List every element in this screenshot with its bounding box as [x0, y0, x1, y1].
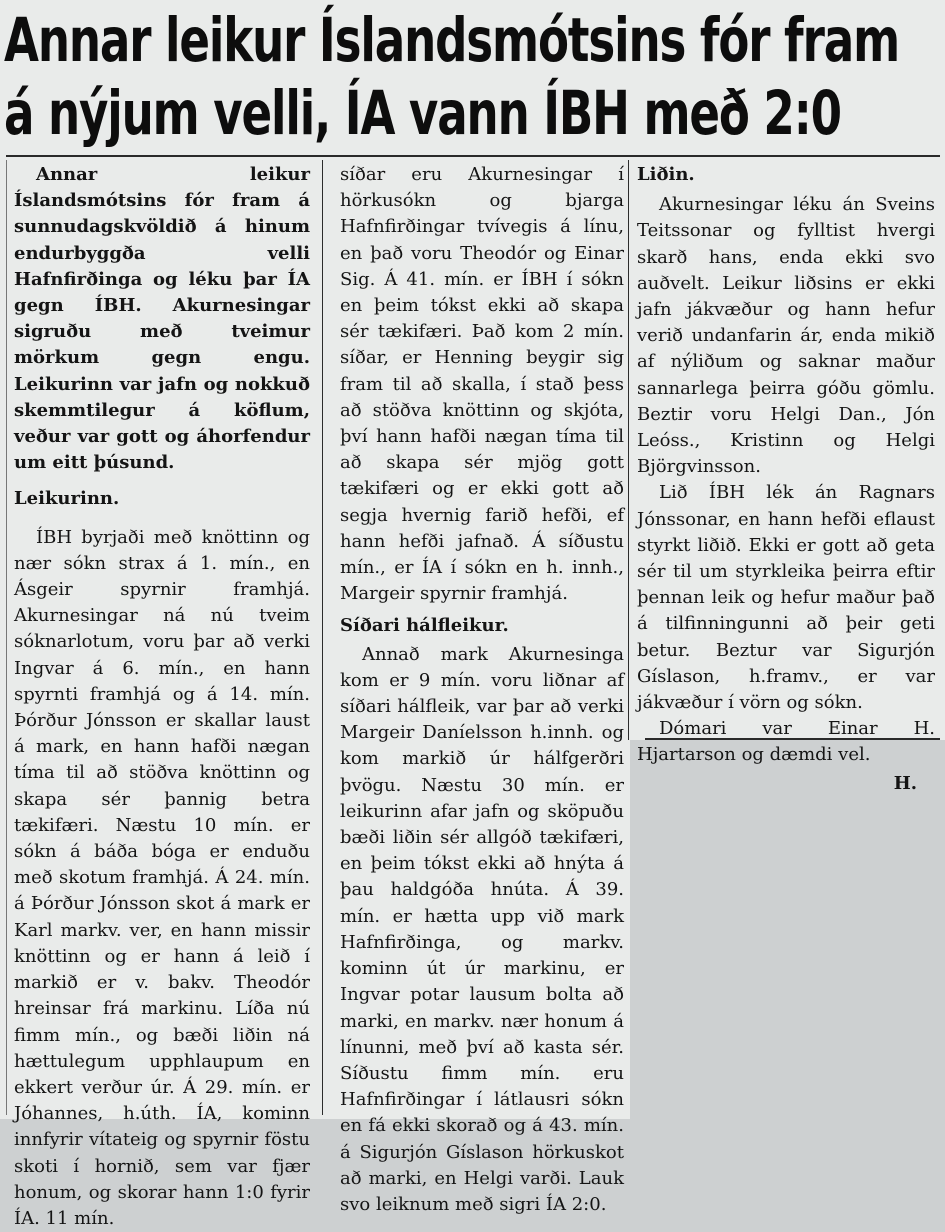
headline-rule — [6, 155, 940, 157]
author-signature: H. — [893, 772, 917, 794]
headline-line-2: á nýjum velli, ÍA vann ÍBH með 2:0 — [4, 78, 841, 149]
body-paragraph: ÍBH byrjaði með knöttinn og nær sókn strax á 1. mín., en Ásgeir spyrnir framhjá. Akurnesingar ná nú tveim sóknarlotum, voru þar að verki Ingvar á 6. mín., en hann spyrnti framhjá og á 14. mín. Þórður Jónsson er skallar laust á mark, en hann hafði nægan tíma til að stöðva knöttinn og skapa sér þannig betra tækifæri. Næstu 10 mín. er sókn á báða bóga er enduðu með skotum framhjá. Á 24. mín. á Þórður Jónsson skot á mark er Karl markv. ver, en hann missir knöttinn og er hann á leið í markið er v. bakv. Theodór hreinsar frá markinu. Líða nú fimm mín., og bæði liðin ná hættulegum upphlaupum en ekkert verður úr. Á 29. mín. er Jóhannes, h.úth. ÍA, kominn innfyrir vítateig og spyrnir föstu skoti í hornið, sem var fjær honum, og skorar hann 1:0 fyrir ÍA. 11 mín. — [14, 526, 310, 1229]
body-paragraph: Annað mark Akurnesinga kom er 9 mín. voru liðnar af síðari hálfleik, var þar að verki Margeir Daníelsson h.innh. og kom markið úr hálfgerðri þvögu. Næstu 30 mín. er leikurinn afar jafn og sköpuðu bæði liðin sér allgóð tækifæri, en þeim tókst ekki að hnýta á þau haldgóða hnúta. Á 39. mín. er hætta upp við mark Hafnfirðinga, og markv. kominn út úr markinu, er Ingvar potar lausum bolta að marki, en markv. nær honum á línunni, með því að kasta sér. Síðustu fimm mín. eru Hafnfirðingar í látlausri sókn en fá ekki skorað og á 43. mín. á Sigurjón Gíslason hörkuskot að marki, en Helgi varði. Lauk svo leiknum með sigri ÍA 2:0. — [340, 643, 624, 1215]
left-border — [6, 160, 7, 1115]
body-paragraph: Lið ÍBH lék án Ragnars Jónssonar, en hann hefði eflaust styrkt liðið. Ekki er gott að geta sér til um styrkleika þeirra eftir þennan leik og hefur maður það á tilfinningunni að þeir geti betur. Beztur var Sigurjón Gíslason, h.framv., er var jákvæður í vörn og sókn. — [637, 482, 935, 714]
body-paragraph: síðar eru Akurnesingar í hörkusókn og bjarga Hafnfirðingar tvívegis á línu, en það voru Theodór og Einar Sig. Á 41. mín. er ÍBH í sókn en þeim tókst ekki að skapa sér tækifæri. Það kom 2 mín. síðar, er Henning beygir sig fram til að skalla, í stað þess að stöðva knöttinn og skjóta, því hann hafði nægan tíma til að skapa sér mjög gott tækifæri og er ekki gott að segja hvernig farið hefði, ef hann hefði jafnað. Á síðustu mín., er ÍA í sókn en h. innh., Margeir spyrnir framhjá. — [340, 164, 624, 605]
subhead-sidari-halfleikur: Síðari hálfleikur. — [340, 615, 509, 637]
headline-line-1: Annar leikur Íslandsmótsins fór fram — [4, 5, 900, 76]
column-2 — [340, 162, 624, 1218]
subhead-lidin: Liðin. — [637, 164, 695, 185]
column-1 — [14, 162, 310, 1232]
body-paragraph: Dómari var Einar H. Hjartarson og dæmdi vel. — [637, 718, 935, 766]
body-paragraph: Akurnesingar léku án Sveins Teitssonar og fylltist hvergi skarð hans, enda ekki svo auðvelt. Leikur liðsins er ekki jafn jákvæður og hann hefur verið undanfarin ár, enda mikið af nýliðum og saknar maður sannarlega þeirra góðu gömlu. Beztir voru Helgi Dan., Jón Leóss., Kristinn og Helgi Björgvinsson. — [637, 194, 935, 478]
column-divider-2 — [628, 160, 629, 740]
column-divider-1 — [322, 160, 323, 1115]
headline — [4, 4, 900, 150]
subhead-leikurinn: Leikurinn. — [14, 488, 120, 510]
column-3 — [637, 162, 935, 797]
lead-paragraph: Annar leikur Íslandsmótsins fór fram á sunnudagskvöldið á hinum endurbyggða velli Hafnfirðinga og léku þar ÍA gegn ÍBH. Akurnesingar sigruðu með tveimur mörkum gegn engu. Leikurinn var jafn og nokkuð skemmtilegur á köflum, veður var gott og áhorfendur um eitt þúsund. — [14, 164, 310, 474]
